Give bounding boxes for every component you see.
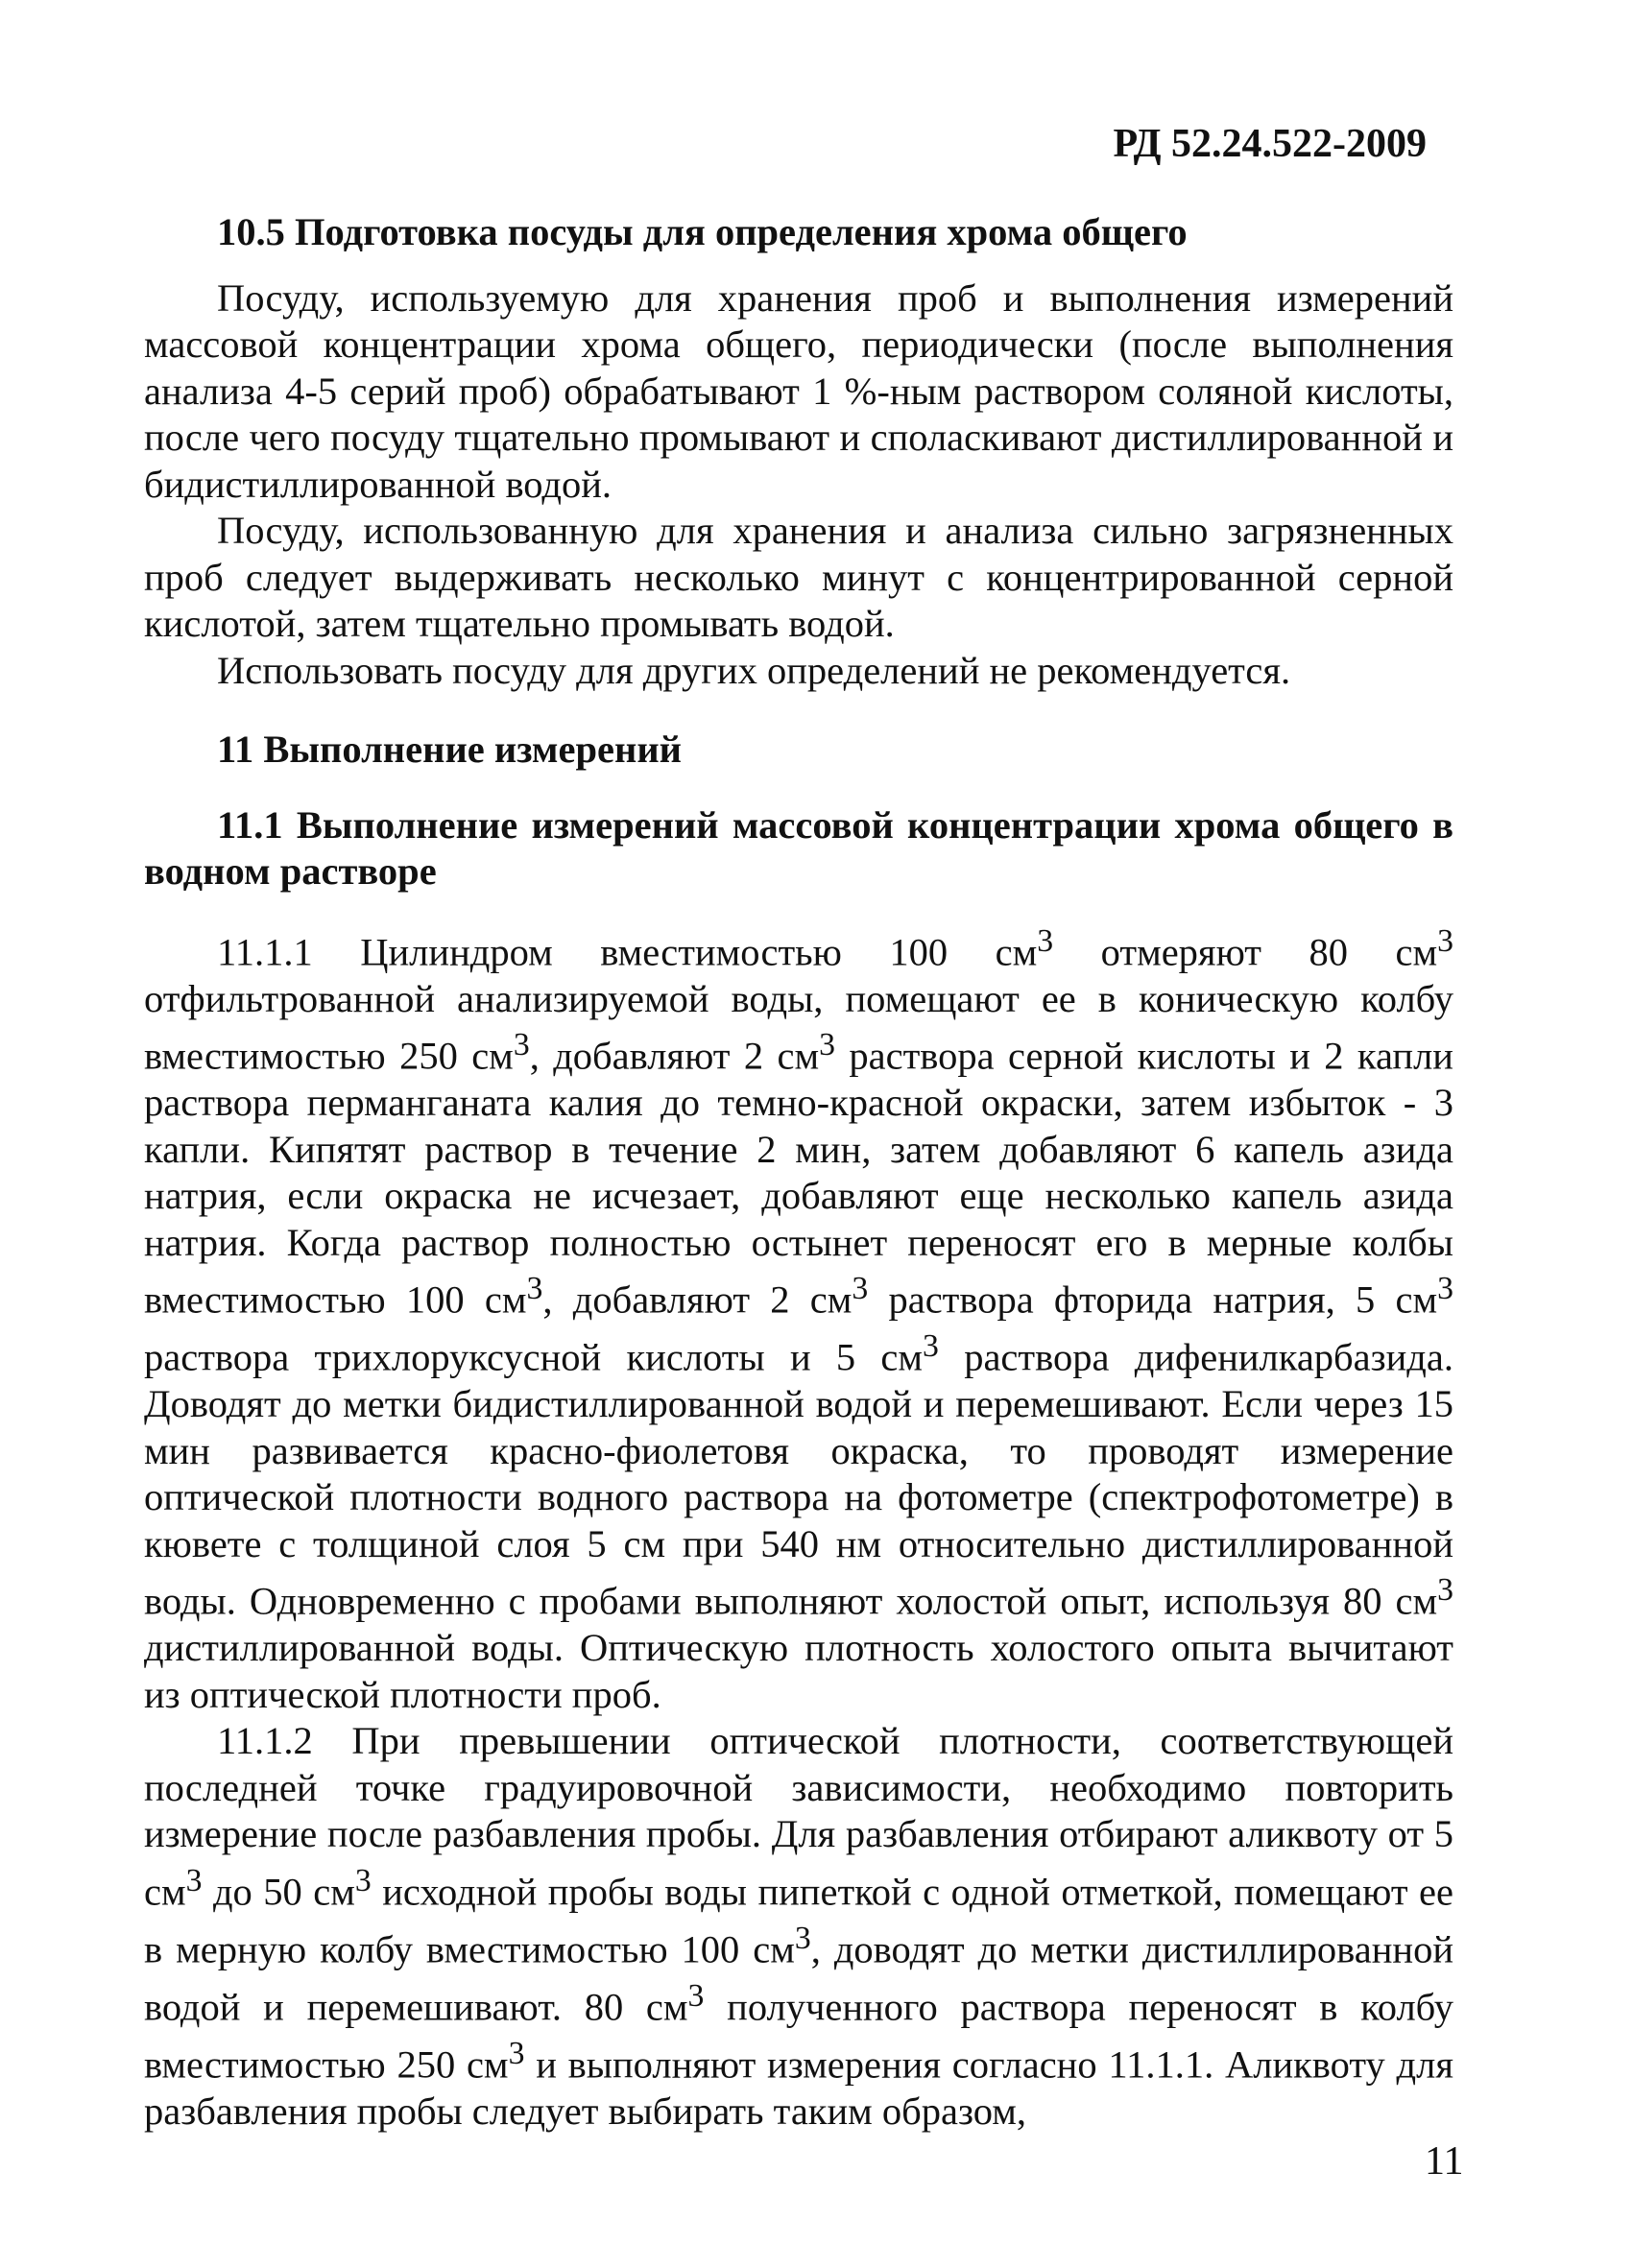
paragraph: Посуду, использованную для хранения и анализа сильно загрязненных проб следует выдерживать несколько минут с концентрированной серной кислотой, затем тщательно промывать водой. bbox=[144, 509, 1453, 645]
superscript: 3 bbox=[1437, 1271, 1453, 1306]
document-code: РД 52.24.522-2009 bbox=[1113, 122, 1427, 166]
superscript: 3 bbox=[513, 1027, 530, 1062]
text-run: до 50 см bbox=[202, 1870, 355, 1913]
superscript: 3 bbox=[185, 1862, 203, 1898]
page-content bbox=[144, 209, 1453, 2135]
section-11-heading: 11 Выполнение измерений bbox=[217, 728, 682, 771]
superscript: 3 bbox=[794, 1920, 811, 1956]
text-run: отмеряют 80 см bbox=[1053, 930, 1438, 973]
superscript: 3 bbox=[1437, 922, 1453, 959]
superscript: 3 bbox=[687, 1977, 705, 2014]
superscript: 3 bbox=[354, 1862, 372, 1898]
text-run: , добавляют 2 см bbox=[542, 1277, 853, 1322]
text-run: раствора дифенилкарбазида. Доводят до метки бидистиллированной водой и перемешивают. Если через 15 мин развивается красно-фиолетовя окраска, то проводят измерение оптической плотности водного раствора на фотометре (спектрофотометре) в кювете с толщиной слоя 5 см при 540 нм относительно дистиллированной воды. Одновременно с пробами выполняют холостой опыт, используя 80 см bbox=[144, 1335, 1454, 1623]
section-11-1-heading: 11.1 Выполнение измерений массовой концентрации хрома общего в водном растворе bbox=[144, 802, 1453, 893]
superscript: 3 bbox=[526, 1271, 543, 1306]
text-run: полученного раствора переносят в колбу вместимостью 250 см bbox=[144, 1985, 1453, 2086]
superscript: 3 bbox=[1037, 922, 1054, 959]
text-run: раствора серной кислоты и 2 капли раствора перманганата калия до темно-красной окраски, затем избыток - 3 капли. Кипятят раствор в течение 2 мин, затем добавляют 6 капель азида натрия, если окраска не исчезает, добавляют еще несколько капель азида натрия. Когда раствор полностью остынет переносят его в мерные колбы вместимостью 100 см bbox=[144, 1034, 1453, 1322]
text-run: и выполняют измерения согласно 11.1.1. Аликвоту для разбавления пробы следует выбирать таким образом, bbox=[144, 2042, 1453, 2133]
superscript: 3 bbox=[923, 1328, 939, 1364]
text-run: дистиллированной воды. Оптическую плотность холостого опыта вычитают из оптической плотности проб. bbox=[144, 1626, 1453, 1716]
text-run: , добавляют 2 см bbox=[529, 1034, 820, 1078]
text-run: отфильтрованной анализируемой воды, помещают ее в коническую колбу вместимостью 250 см bbox=[144, 976, 1453, 1078]
text-run: 11.1.1 Цилиндром вместимостью 100 см bbox=[217, 930, 1038, 973]
text-run: 11.1.2 При превышении оптической плотности, соответствующей последней точке градуировочной зависимости, необходимо повторить измерение после разбавления пробы. Для разбавления отбирают аликвоту от 5 см bbox=[144, 1719, 1453, 1913]
superscript: 3 bbox=[508, 2035, 525, 2071]
paragraph: Использовать посуду для других определений не рекомендуется. bbox=[217, 648, 1291, 692]
page-number: 11 bbox=[1425, 2139, 1464, 2184]
text-run: , доводят до метки дистиллированной водой и перемешивают. 80 см bbox=[144, 1927, 1453, 2028]
superscript: 3 bbox=[1437, 1572, 1453, 1608]
paragraph-11-1-1 bbox=[144, 919, 1453, 1719]
text-run: раствора фторида натрия, 5 см bbox=[868, 1277, 1438, 1322]
superscript: 3 bbox=[819, 1027, 835, 1062]
text-run: раствора трихлоруксусной кислоты и 5 см bbox=[144, 1335, 924, 1379]
text-run: исходной пробы воды пипеткой с одной отметкой, помещают ее в мерную колбу вместимостью 100 см bbox=[144, 1870, 1453, 1970]
paragraph: Посуду, используемую для хранения проб и выполнения измерений массовой концентрации хрома общего, периодически (после выполнения анализа 4-5 серий проб) обрабатывают 1 %-ным раствором соляной кислоты, после чего посуду тщательно промывают и споласкивают дистиллированной и бидистиллированной водой. bbox=[144, 275, 1453, 506]
section-10-5-heading: 10.5 Подготовка посуды для определения хрома общего bbox=[217, 210, 1188, 253]
superscript: 3 bbox=[852, 1271, 869, 1306]
paragraph-11-1-2 bbox=[144, 1718, 1453, 2135]
